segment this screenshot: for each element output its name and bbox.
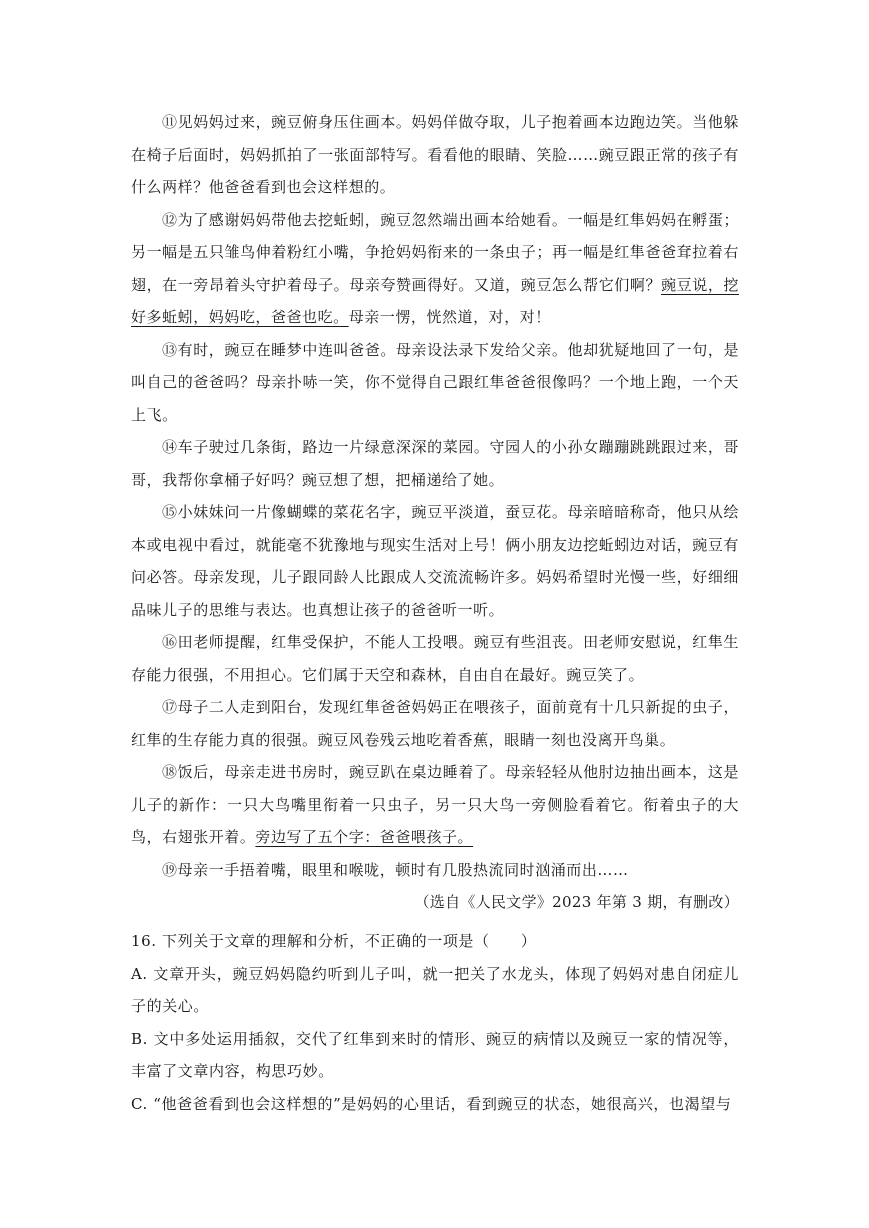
underlined-sentence: 豌豆说，挖好多蚯蚓，妈妈吃，爸爸也吃。 — [131, 275, 739, 326]
paragraph-11: ⑪见妈妈过来，豌豆俯身压住画本。妈妈佯做夺取，儿子抱着画本边跑边笑。当他躲在椅子后面时，妈妈抓拍了一张面部特写。看看他的眼睛、笑脸……豌豆跟正常的孩子有什么两样？他爸爸看到也会这样想的。 — [131, 113, 739, 196]
option-c: C. “他爸爸看到也会这样想的”是妈妈的心里话，看到豌豆的状态，她很高兴，也渴望与 — [131, 1094, 732, 1113]
paragraph-18 — [131, 756, 739, 854]
paragraph-19: ⑲母亲一手捂着嘴，眼里和喉咙，顿时有几股热流同时汹涌而出…… — [162, 860, 629, 879]
option-a: A. 文章开头，豌豆妈妈隐约听到儿子叫，就一把关了水龙头，体现了妈妈对患自闭症儿子的关心。 — [131, 964, 739, 1015]
article-body — [131, 106, 739, 919]
source-citation: （选自《人民文学》2023 年第 3 期，有删改） — [414, 893, 739, 911]
paragraph-13: ⑬有时，豌豆在睡梦中连叫爸爸。母亲设法录下发给父亲。他却犹疑地回了一句，是叫自己的爸爸吗？母亲扑哧一笑，你不觉得自己跟红隼爸爸很像吗？一个地上跑，一个天上飞。 — [131, 340, 739, 424]
paragraph-12-ending: 母亲一愣，恍然道，对，对！ — [348, 308, 551, 326]
underlined-sentence: 旁边写了五个字：爸爸喂孩子。 — [255, 828, 474, 846]
question-block — [131, 925, 739, 1120]
paragraph-15: ⑮小妹妹问一片像蝴蝶的菜花名字，豌豆平淡道，蚕豆花。母亲暗暗称奇，他只从绘本或电视中看过，就能毫不犹豫地与现实生活对上号！俩小朋友边挖蚯蚓边对话，豌豆有问必答。母亲发现，儿子跟同龄人比跟成人交流流畅许多。妈妈希望时光慢一些，好细细品味儿子的思维与表达。也真想让孩子的爸爸听一听。 — [131, 503, 739, 619]
option-b: B. 文中多处运用插叙，交代了红隼到来时的情形、豌豆的病情以及豌豆一家的情况等，丰富了文章内容，构思巧妙。 — [131, 1029, 739, 1080]
question-stem: 16. 下列关于文章的理解和分析，不正确的一项是（ ） — [131, 932, 537, 950]
paragraph-14: ⑭车子驶过几条街，路边一片绿意深深的菜园。守园人的小孙女蹦蹦跳跳跟过来，哥哥，我帮你拿桶子好吗？豌豆想了想，把桶递给了她。 — [131, 438, 739, 489]
paragraph-18-text: ⑱饭后，母亲走进书房时，豌豆趴在桌边睡着了。母亲轻轻从他肘边抽出画本，这是儿子的新作：一只大鸟嘴里衔着一只虫子，另一只大鸟一旁侧脸看着它。衔着虫子的大鸟，右翅张开着。 — [131, 763, 739, 846]
paragraph-16: ⑯田老师提醒，红隼受保护，不能人工投喂。豌豆有些沮丧。田老师安慰说，红隼生存能力很强，不用担心。它们属于天空和森林，自由自在最好。豌豆笑了。 — [131, 633, 739, 684]
paragraph-12-text: ⑫为了感谢妈妈带他去挖蚯蚓，豌豆忽然端出画本给她看。一幅是红隼妈妈在孵蛋；另一幅是五只雏鸟伸着粉红小嘴，争抢妈妈衔来的一条虫子；再一幅是红隼爸爸耷拉着右翅，在一旁昂着头守护着母子。母亲夸赞画得好。又道，豌豆怎么帮它们啊？ — [131, 210, 739, 294]
paragraph-17: ⑰母子二人走到阳台，发现红隼爸爸妈妈正在喂孩子，面前竟有十几只新捉的虫子，红隼的生存能力真的很强。豌豆风卷残云地吃着香蕉，眼睛一刻也没离开鸟巢。 — [131, 698, 739, 749]
paragraph-12 — [131, 204, 739, 334]
